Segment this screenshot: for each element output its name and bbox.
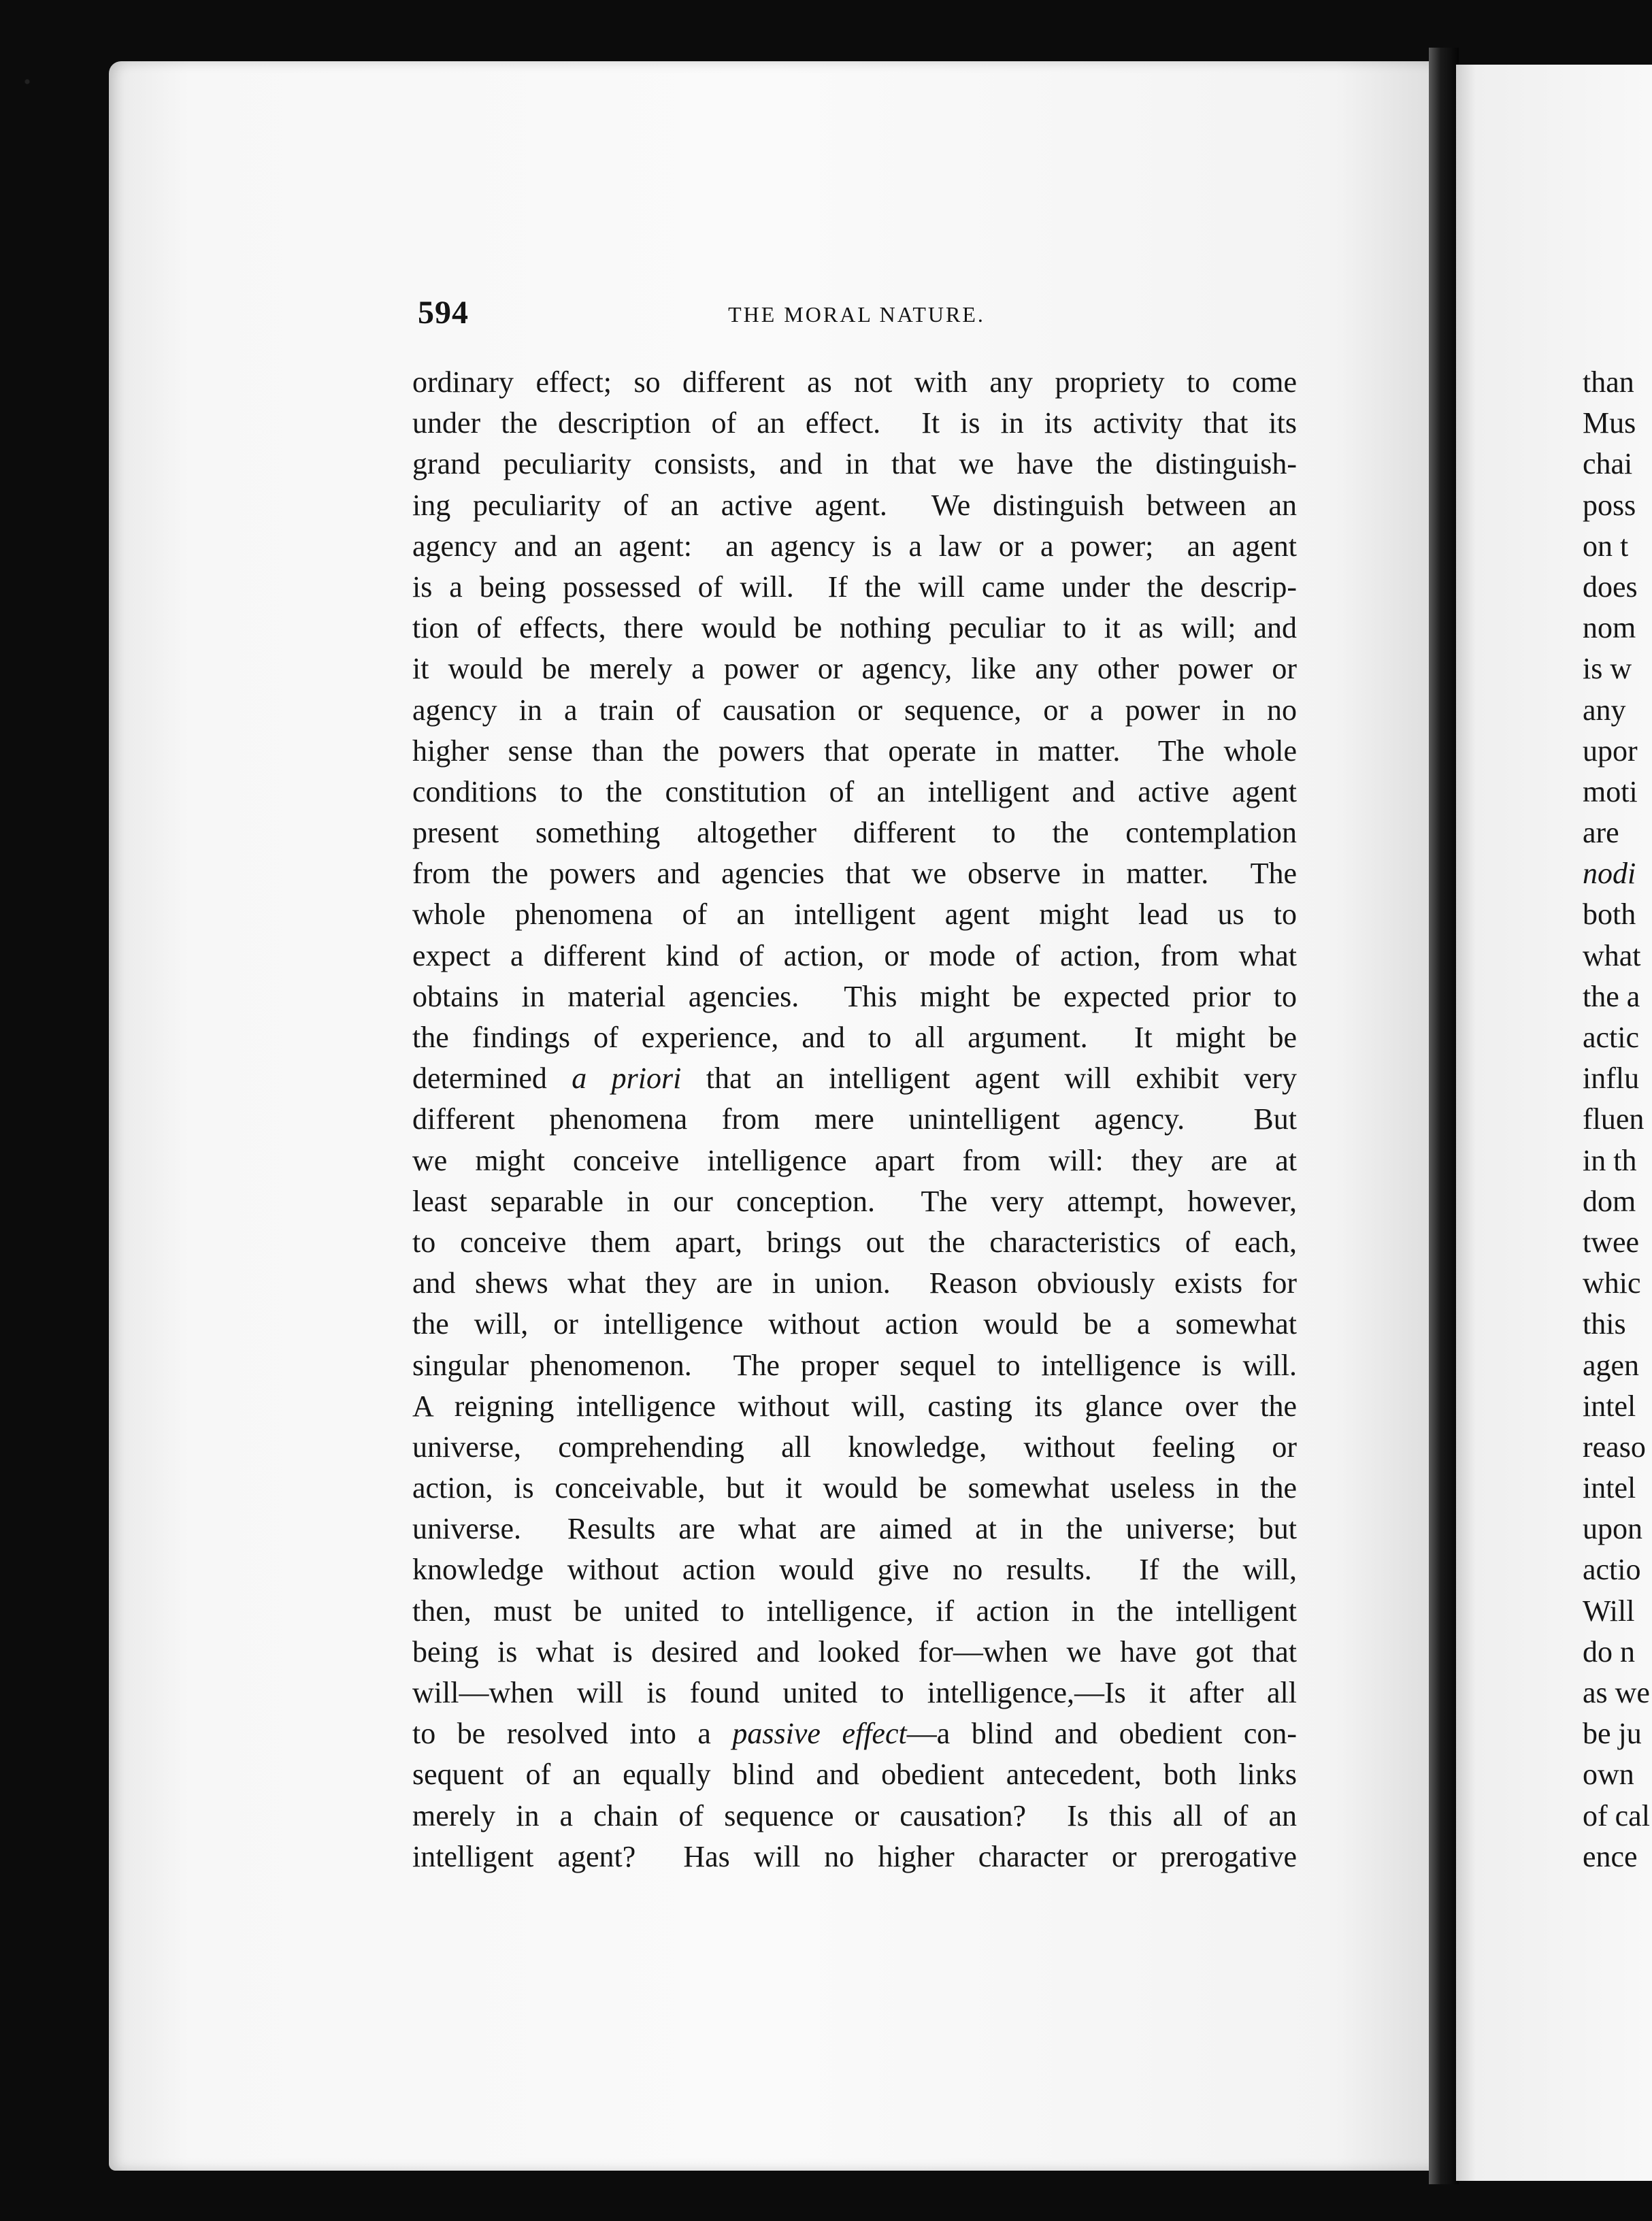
text-line: [412, 1754, 1297, 1795]
facing-line-fragment: chai: [1583, 447, 1633, 481]
facing-line-fragment: agen: [1583, 1348, 1640, 1382]
text-line: [412, 1181, 1297, 1222]
facing-line-fragment: any: [1583, 693, 1626, 727]
text-segment: then, must be united to intelligence, if action in the intelligent: [412, 1594, 1297, 1628]
text-segment: tion of effects, there would be nothing peculiar to it as will; and: [412, 611, 1297, 645]
text-line: [412, 812, 1297, 853]
text-segment: agency in a train of causation or sequence, or a power in no: [412, 693, 1297, 727]
facing-line-fragment: upor: [1583, 734, 1638, 768]
facing-page-text: [1583, 362, 1652, 1877]
facing-line-fragment: in th: [1583, 1143, 1637, 1177]
text-segment: being is what is desired and looked for—when we have got that: [412, 1634, 1297, 1668]
facing-line-fragment: as we: [1583, 1676, 1650, 1709]
text-segment: action, is conceivable, but it would be somewhat useless in the: [412, 1471, 1297, 1505]
text-segment: present something altogether different to the contemplation: [412, 816, 1297, 850]
facing-line-fragment: poss: [1583, 488, 1636, 522]
text-segment: the findings of experience, and to all argument. It might be: [412, 1021, 1297, 1054]
text-segment: we might conceive intelligence apart from will: they are at: [412, 1143, 1297, 1177]
text-line: [412, 1713, 1297, 1754]
text-segment: obtains in material agencies. This might be expected prior to: [412, 979, 1297, 1013]
italic-text: a priori: [572, 1062, 682, 1096]
running-head: [418, 293, 1295, 340]
text-line: [412, 936, 1297, 976]
text-segment: under the description of an effect. It is in its activity that its: [412, 406, 1297, 440]
text-segment: to conceive them apart, brings out the characteristics of each,: [412, 1225, 1297, 1259]
text-segment: universe. Results are what are aimed at in the universe; but: [412, 1512, 1297, 1546]
text-segment: singular phenomenon. The proper sequel to intelligence is will.: [412, 1348, 1297, 1382]
italic-text: passive effect: [732, 1717, 907, 1751]
page-number: 594: [418, 295, 469, 331]
text-line: [412, 608, 1297, 648]
facing-line-fragment: does: [1583, 570, 1638, 604]
facing-line-fragment: whic: [1583, 1266, 1641, 1300]
facing-line-fragment: of cal: [1583, 1798, 1650, 1832]
text-line: [412, 1345, 1297, 1386]
text-line: [412, 853, 1297, 894]
text-line: [412, 648, 1297, 689]
facing-line-fragment: this: [1583, 1307, 1626, 1341]
text-segment: A reigning intelligence without will, casting its glance over the: [412, 1389, 1297, 1423]
facing-line-fragment: do n: [1583, 1634, 1635, 1668]
text-segment: and shews what they are in union. Reason obviously exists for: [412, 1266, 1297, 1300]
text-line: [412, 1632, 1297, 1673]
facing-line-fragment: moti: [1583, 774, 1638, 808]
text-line: [412, 772, 1297, 812]
facing-line-fragment: actio: [1583, 1553, 1641, 1587]
text-line: [412, 1549, 1297, 1590]
text-line: [412, 1837, 1297, 1877]
facing-line-fragment: what: [1583, 938, 1641, 972]
text-line: [412, 976, 1297, 1017]
body-text: [412, 362, 1297, 1877]
text-line: [412, 1304, 1297, 1345]
text-line: [412, 444, 1297, 484]
text-line: [412, 403, 1297, 444]
facing-line-fragment: than: [1583, 365, 1634, 399]
text-line: [412, 485, 1297, 526]
facing-line-fragment: nodi: [1583, 857, 1636, 891]
text-line: [412, 1673, 1297, 1713]
text-line: [412, 894, 1297, 935]
text-segment: it would be merely a power or agency, like any other power or: [412, 652, 1297, 686]
text-line: [412, 1058, 1297, 1099]
text-segment: sequent of an equally blind and obedient antecedent, both links: [412, 1758, 1297, 1792]
facing-line-fragment: is w: [1583, 652, 1632, 686]
text-line: [412, 1222, 1297, 1263]
text-segment: least separable in our conception. The very attempt, however,: [412, 1184, 1297, 1218]
text-line: [412, 1017, 1297, 1058]
text-segment: from the powers and agencies that we observe in matter. The: [412, 857, 1297, 891]
text-segment: the will, or intelligence without action would be a somewhat: [412, 1307, 1297, 1341]
text-segment: universe, comprehending all knowledge, without feeling or: [412, 1430, 1297, 1464]
text-segment: that an intelligent agent will exhibit very: [681, 1062, 1298, 1096]
text-line: [412, 1796, 1297, 1837]
text-segment: whole phenomena of an intelligent agent might lead us to: [412, 898, 1297, 932]
text-segment: knowledge without action would give no results. If the will,: [412, 1553, 1297, 1587]
facing-line-fragment: twee: [1583, 1225, 1640, 1259]
facing-line-fragment: influ: [1583, 1062, 1640, 1096]
text-line: [412, 1427, 1297, 1468]
facing-line-fragment: both: [1583, 898, 1636, 932]
facing-line-fragment: fluen: [1583, 1102, 1645, 1136]
text-segment: agency and an agent: an agency is a law or a power; an agent: [412, 529, 1297, 563]
text-line: [412, 731, 1297, 772]
text-segment: different phenomena from mere unintelligent agency. But: [412, 1102, 1297, 1136]
text-segment: to be resolved into a: [412, 1717, 733, 1751]
facing-line-fragment: be ju: [1583, 1717, 1642, 1751]
facing-line-fragment: ence: [1583, 1839, 1638, 1873]
text-line: [412, 1140, 1297, 1181]
facing-line-fragment: on t: [1583, 529, 1629, 563]
facing-line-fragment: Will: [1583, 1594, 1635, 1628]
text-segment: higher sense than the powers that operate in matter. The whole: [412, 734, 1297, 768]
facing-line-fragment: upon: [1583, 1512, 1642, 1546]
text-segment: intelligent agent? Has will no higher character or prerogative: [412, 1839, 1297, 1873]
text-segment: expect a different kind of action, or mode of action, from what: [412, 938, 1297, 972]
facing-line-fragment: Mus: [1583, 406, 1636, 440]
text-segment: conditions to the constitution of an intelligent and active agent: [412, 774, 1297, 808]
text-segment: grand peculiarity consists, and in that we have the distinguish-: [412, 447, 1297, 481]
text-line: [412, 690, 1297, 731]
text-segment: is a being possessed of will. If the will came under the descrip-: [412, 570, 1297, 604]
text-line: [412, 362, 1297, 403]
text-line: [412, 1468, 1297, 1509]
text-line: [412, 1263, 1297, 1304]
text-segment: will—when will is found united to intelligence,—Is it after all: [412, 1676, 1297, 1709]
text-segment: ing peculiarity of an active agent. We distinguish between an: [412, 488, 1297, 522]
text-segment: ordinary effect; so different as not with any propriety to come: [412, 365, 1297, 399]
facing-line-fragment: are: [1583, 816, 1619, 850]
text-line: [412, 567, 1297, 608]
text-segment: —a blind and obedient con-: [906, 1717, 1297, 1751]
book-gutter: [1429, 48, 1459, 2184]
facing-line-fragment: dom: [1583, 1184, 1636, 1218]
text-line: [412, 1509, 1297, 1549]
facing-line-fragment: own: [1583, 1758, 1634, 1792]
facing-line-fragment: intel: [1583, 1389, 1636, 1423]
text-segment: determined: [412, 1062, 572, 1096]
facing-line-fragment: actic: [1583, 1021, 1640, 1054]
text-line: [412, 1591, 1297, 1632]
text-line: [412, 1099, 1297, 1140]
text-segment: merely in a chain of sequence or causation? Is this all of an: [412, 1798, 1297, 1832]
facing-line-fragment: the a: [1583, 979, 1640, 1013]
text-line: [412, 526, 1297, 567]
running-title: THE MORAL NATURE.: [728, 302, 985, 327]
facing-line-fragment: intel: [1583, 1471, 1636, 1505]
facing-line-fragment: reaso: [1583, 1430, 1646, 1464]
facing-line-fragment: nom: [1583, 611, 1636, 645]
text-line: [412, 1386, 1297, 1427]
